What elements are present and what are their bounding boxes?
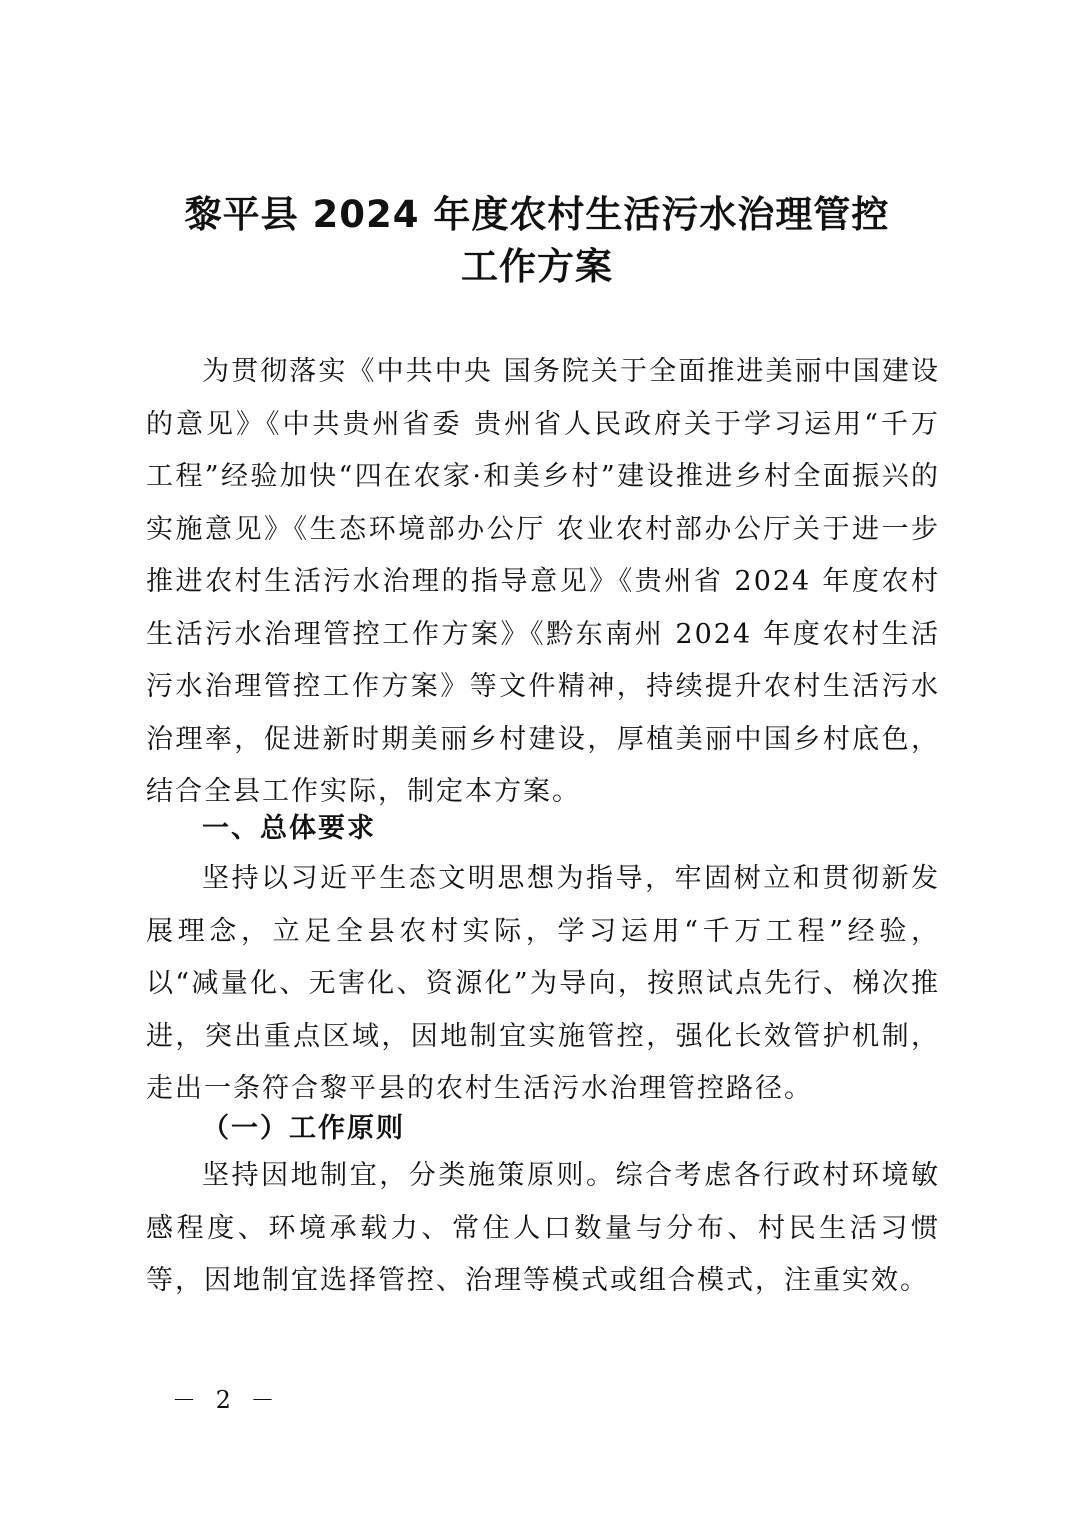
- general-requirements-paragraph: 坚持以习近平生态文明思想为指导，牢固树立和贯彻新发展理念，立足全县农村实际，学习运用“千万工程”经验，以“减量化、无害化、资源化”为导向，按照试点先行、梯次推进，突出重点区域，因地制宜实施管控，强化长效管护机制，走出一条符合黎平县的农村生活污水治理管控路径。: [146, 863, 940, 1104]
- subsection-heading-work-principles: （一）工作原则: [202, 1113, 405, 1144]
- page-number: － 2 －: [172, 1386, 281, 1414]
- intro-paragraph: 为贯彻落实《中共中央 国务院关于全面推进美丽中国建设的意见》《中共贵州省委 贵州省人民政府关于学习运用“千万工程”经验加快“四在农家·和美乡村”建设推进乡村全面振兴的实施意见》《生态环境部办公厅 农业农村部办公厅关于进一步推进农村生活污水治理的指导意见》《贵州省 2024 年度农村生活污水治理管控工作方案》《黔东南州 2024 年度农村生活污水治理管控工作方案》等文件精神，持续提升农村生活污水治理率，促进新时期美丽乡村建设，厚植美丽中国乡村底色，结合全县工作实际，制定本方案。: [146, 356, 940, 807]
- work-principles-paragraph: 坚持因地制宜，分类施策原则。综合考虑各行政村环境敏感程度、环境承载力、常住人口数量与分布、村民生活习惯等，因地制宜选择管控、治理等模式或组合模式，注重实效。: [146, 1160, 940, 1296]
- section-heading-general-requirements: 一、总体要求: [202, 813, 376, 844]
- document-title-line-1: 黎平县 2024 年度农村生活污水治理管控: [184, 193, 890, 236]
- document-title-line-2: 工作方案: [461, 245, 613, 288]
